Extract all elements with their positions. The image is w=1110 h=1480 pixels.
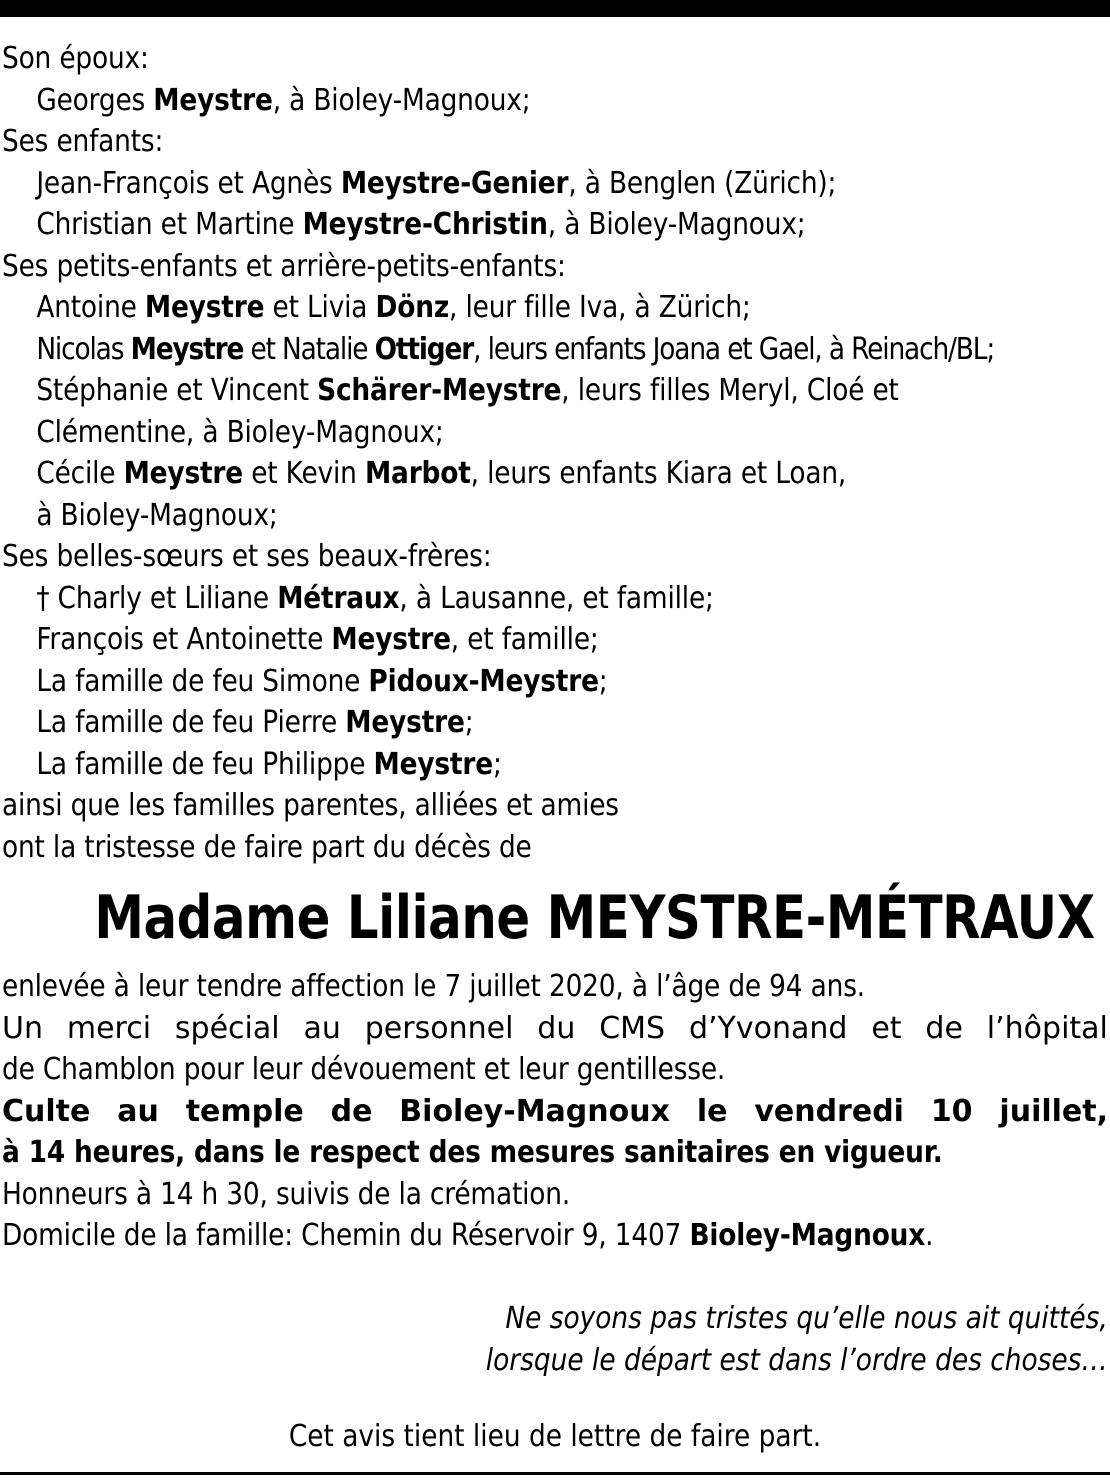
word: de bbox=[925, 1010, 963, 1046]
surname: Meystre bbox=[144, 290, 265, 325]
service-line-2: à 14 heures, dans le respect des mesures sanitaires en vigueur. bbox=[2, 1135, 943, 1170]
word: le bbox=[696, 1093, 728, 1129]
inlaws-label: Ses belles-sœurs et ses beaux-frères: bbox=[2, 539, 492, 574]
word: Culte bbox=[2, 1093, 91, 1129]
closing-line: ont la tristesse de faire part du décès de bbox=[2, 829, 532, 865]
word: juillet, bbox=[999, 1093, 1108, 1129]
honors-line: Honneurs à 14 h 30, suivis de la crémation. bbox=[2, 1176, 571, 1212]
thanks-line-2: de Chamblon pour leur dévouement et leur gentillesse. bbox=[2, 1052, 726, 1087]
inlaw-line bbox=[2, 619, 975, 661]
closing-line: ainsi que les familles parentes, alliées et amies bbox=[2, 788, 619, 823]
word: du bbox=[537, 1010, 576, 1046]
grandchild-line-continued: à Bioley-Magnoux; bbox=[36, 497, 278, 533]
text: . bbox=[925, 1218, 934, 1253]
text: , leurs filles Meryl, Cloé et bbox=[561, 373, 899, 408]
word: et bbox=[871, 1010, 902, 1046]
text: , leur fille Iva, à Zürich; bbox=[449, 290, 751, 325]
text: Nicolas bbox=[36, 331, 131, 367]
thanks-words bbox=[2, 1008, 1108, 1050]
surname: Schärer-Meystre bbox=[317, 373, 562, 408]
word: d’Yvonand bbox=[688, 1010, 848, 1046]
text: Christian et Martine bbox=[36, 207, 303, 242]
inlaw-line bbox=[2, 744, 975, 786]
word: de bbox=[330, 1093, 373, 1129]
surname: Meystre bbox=[123, 456, 244, 491]
text: et Natalie bbox=[243, 331, 375, 367]
thanks-line-1 bbox=[2, 1008, 1108, 1050]
surname: Meystre bbox=[331, 622, 451, 657]
surname: Meystre bbox=[373, 746, 493, 782]
text: et Livia bbox=[264, 290, 376, 325]
inlaw-line bbox=[2, 661, 975, 703]
surname: Meystre bbox=[345, 705, 465, 740]
word: spécial bbox=[174, 1010, 280, 1046]
grandchild-line-continued: Clémentine, à Bioley-Magnoux; bbox=[36, 414, 444, 450]
service-words bbox=[2, 1091, 1108, 1133]
word: vendredi bbox=[754, 1093, 904, 1129]
age-line: enlevée à leur tendre affection le 7 juillet 2020, à l’âge de 94 ans. bbox=[2, 969, 865, 1004]
text: Georges bbox=[36, 82, 154, 118]
text: , leurs enfants Kiara et Loan, bbox=[470, 456, 847, 491]
place: Bioley-Magnoux bbox=[689, 1218, 926, 1253]
surname: Métraux bbox=[277, 580, 400, 616]
text: , à Benglen (Zürich); bbox=[568, 165, 837, 201]
text: et Kevin bbox=[243, 456, 365, 491]
text: ; bbox=[464, 705, 474, 740]
children-label: Ses enfants: bbox=[2, 124, 164, 159]
grandchild-line bbox=[2, 453, 975, 495]
text: La famille de feu Pierre bbox=[36, 705, 346, 740]
text: Stéphanie et Vincent bbox=[36, 373, 318, 408]
surname: Meystre bbox=[153, 82, 273, 118]
footer-note: Cet avis tient lieu de lettre de faire part. bbox=[288, 1419, 822, 1454]
word: Bioley-Magnoux bbox=[399, 1093, 670, 1129]
quote-line: lorsque le départ est dans l’ordre des choses… bbox=[486, 1342, 1108, 1378]
word: Un bbox=[2, 1010, 43, 1046]
grandchild-line bbox=[2, 287, 975, 329]
quote bbox=[486, 1298, 1108, 1381]
text: Domicile de la famille: Chemin du Réservoir 9, 1407 bbox=[2, 1218, 690, 1253]
text: François et Antoinette bbox=[36, 622, 332, 657]
text: † Charly et Liliane bbox=[36, 580, 278, 616]
text: Jean-François et Agnès bbox=[36, 165, 341, 201]
text: Antoine bbox=[36, 290, 145, 325]
text: , leurs enfants Joana et Gael, à Reinach/BL; bbox=[473, 331, 995, 367]
word: CMS bbox=[599, 1010, 666, 1046]
child-line bbox=[2, 204, 975, 246]
service-line-1 bbox=[2, 1091, 1108, 1133]
word: au bbox=[303, 1010, 341, 1046]
text: , et famille; bbox=[450, 622, 599, 657]
quote-line: Ne soyons pas tristes qu’elle nous ait quittés, bbox=[505, 1301, 1108, 1336]
word: 10 bbox=[930, 1093, 973, 1129]
text: , à Bioley-Magnoux; bbox=[272, 82, 531, 118]
details-block bbox=[2, 966, 1108, 1257]
surname: Dönz bbox=[375, 290, 450, 325]
family-list bbox=[2, 38, 995, 868]
text: ; bbox=[598, 663, 608, 699]
text: , à Lausanne, et famille; bbox=[399, 580, 714, 616]
child-line bbox=[2, 163, 975, 205]
word: personnel bbox=[364, 1010, 514, 1046]
inlaw-line bbox=[2, 702, 975, 744]
bottom-border bbox=[0, 1472, 1110, 1475]
text: ; bbox=[492, 746, 502, 782]
grandchild-line bbox=[2, 329, 995, 371]
text: Cécile bbox=[36, 456, 124, 491]
inlaw-line bbox=[2, 578, 975, 620]
surname: Marbot bbox=[364, 456, 471, 491]
spouse-line bbox=[2, 80, 975, 122]
word: merci bbox=[66, 1010, 152, 1046]
text: La famille de feu Simone bbox=[36, 663, 369, 699]
word: l’hôpital bbox=[986, 1010, 1108, 1046]
top-border bbox=[0, 0, 1110, 17]
text: La famille de feu Philippe bbox=[36, 746, 374, 782]
deceased-name: Madame Liliane MEYSTRE-MÉTRAUX bbox=[94, 883, 1095, 953]
text: , à Bioley-Magnoux; bbox=[547, 207, 806, 242]
domicile-line bbox=[2, 1215, 975, 1257]
word: au bbox=[117, 1093, 159, 1129]
word: temple bbox=[185, 1093, 304, 1129]
spouse-label: Son époux: bbox=[2, 41, 149, 76]
surname: Pidoux-Meystre bbox=[368, 663, 599, 699]
surname: Meystre-Genier bbox=[340, 165, 569, 201]
grandchild-line bbox=[2, 370, 975, 412]
surname: Meystre-Christin bbox=[302, 207, 548, 242]
grandchildren-label: Ses petits-enfants et arrière-petits-enfants: bbox=[2, 248, 566, 284]
surname: Ottiger bbox=[374, 331, 474, 367]
surname: Meystre bbox=[130, 331, 244, 367]
